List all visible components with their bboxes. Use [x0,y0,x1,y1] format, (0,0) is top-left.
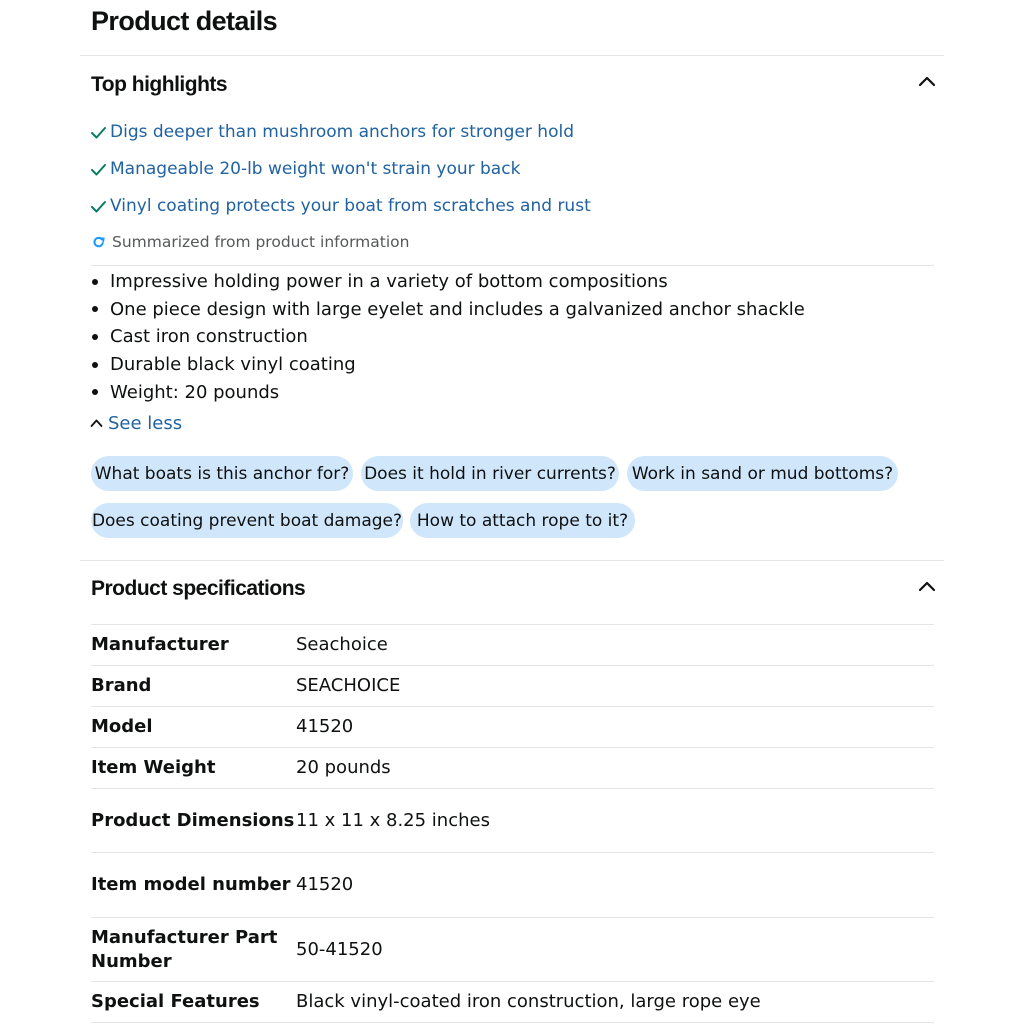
feature-bullet [92,351,805,379]
spec-label: Item Weight [91,757,216,778]
bullet-dot [92,362,98,368]
chevron-up-icon[interactable] [915,575,939,599]
bullet-dot [92,306,98,312]
feature-bullet-text: Weight: 20 pounds [110,381,280,403]
feature-bullet [92,378,805,406]
feature-bullet [92,296,805,324]
page-title: Product details [91,6,278,36]
spec-row [91,625,934,666]
feature-bullet [92,268,805,296]
feature-bullet [92,323,805,351]
bullet-dot [92,334,98,340]
spec-value: 11 x 11 x 8.25 inches [296,809,490,831]
feature-bullet-text: Cast iron construction [110,326,308,348]
question-pill[interactable]: Does coating prevent boat damage? [91,503,403,538]
divider [91,265,934,266]
see-less-label: See less [108,413,183,434]
chevron-up-icon[interactable] [915,70,939,94]
summarized-text: Summarized from product information [112,233,410,251]
spec-label: Manufacturer [91,634,229,655]
highlight-item [90,156,520,182]
spec-label: Manufacturer Part Number [91,926,278,972]
ai-summary-icon [91,235,106,250]
spec-row [91,853,934,918]
see-less-link[interactable] [89,413,182,434]
specs-table [91,624,934,1023]
summarized-note [91,230,409,254]
highlight-text: Vinyl coating protects your boat from scratches and rust [110,196,591,216]
bullet-dot [92,279,98,285]
spec-label: Product Dimensions [91,809,295,831]
spec-value: Black vinyl-coated iron construction, large rope eye [296,991,761,1012]
highlight-text: Manageable 20-lb weight won't strain your back [110,159,521,179]
specs-title: Product specifications [91,577,306,600]
divider [80,560,944,561]
spec-label: Brand [91,675,152,696]
question-pill[interactable]: How to attach rope to it? [410,503,635,538]
checkmark-icon [90,124,107,141]
spec-row [91,982,934,1023]
spec-value: 41520 [296,874,354,895]
spec-label: Item model number [91,874,291,895]
spec-value: Seachoice [296,634,388,655]
question-pill[interactable]: What boats is this anchor for? [91,456,353,491]
spec-value: 20 pounds [296,757,391,778]
spec-label: Model [91,716,153,737]
spec-row [91,918,934,982]
chevron-up-icon [89,416,104,431]
spec-value: 41520 [296,716,354,737]
question-pill[interactable]: Work in sand or mud bottoms? [627,456,898,491]
feature-bullet-text: Impressive holding power in a variety of bottom compositions [110,271,668,293]
spec-row [91,789,934,853]
checkmark-icon [90,161,107,178]
feature-bullet-text: One piece design with large eyelet and includes a galvanized anchor shackle [110,298,805,320]
highlight-text: Digs deeper than mushroom anchors for stronger hold [110,122,574,142]
checkmark-icon [90,198,107,215]
spec-value: 50-41520 [296,938,383,960]
highlight-item [90,193,591,219]
spec-row [91,748,934,789]
spec-row [91,707,934,748]
feature-bullet-text: Durable black vinyl coating [110,354,356,376]
spec-row [91,666,934,707]
feature-bullet-list [92,268,805,406]
spec-label: Special Features [91,991,260,1012]
divider [80,55,944,56]
spec-value: SEACHOICE [296,675,401,696]
highlights-title: Top highlights [91,73,228,96]
question-pill[interactable]: Does it hold in river currents? [361,456,619,491]
highlight-item [90,119,574,145]
bullet-dot [92,389,98,395]
